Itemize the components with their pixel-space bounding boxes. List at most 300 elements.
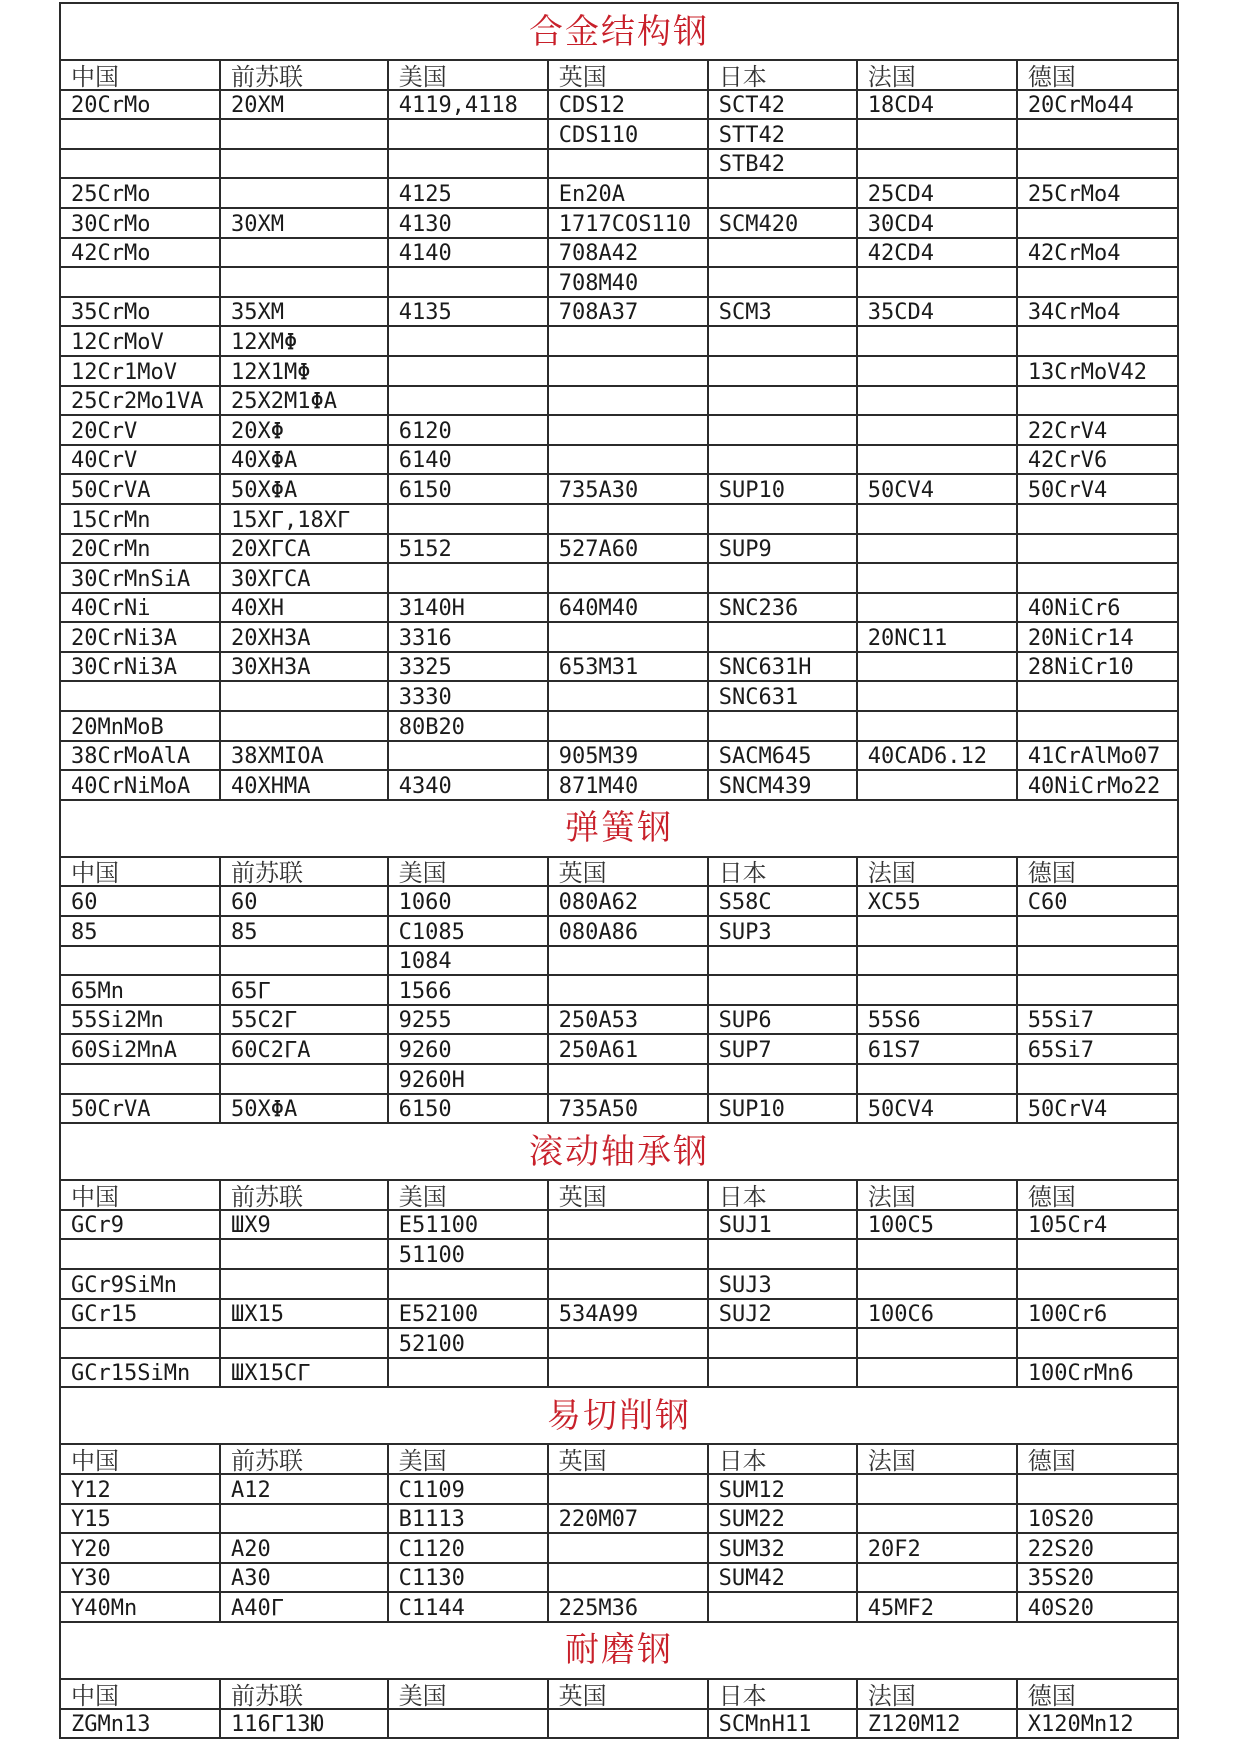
grade-cell bbox=[1017, 534, 1178, 564]
column-header: 英国 bbox=[548, 1444, 708, 1474]
table-row bbox=[60, 534, 1178, 564]
grade-cell: 25CrMo bbox=[60, 178, 220, 208]
grade-cell: 40XHMA bbox=[220, 770, 388, 800]
grade-cell: 38CrMoAlA bbox=[60, 741, 220, 771]
grade-cell bbox=[548, 1210, 708, 1240]
section-title: 滚动轴承钢 bbox=[60, 1123, 1178, 1180]
table-row bbox=[60, 90, 1178, 120]
column-header: 德国 bbox=[1017, 1679, 1178, 1709]
grade-cell: SCM3 bbox=[708, 297, 857, 327]
grade-cell bbox=[857, 386, 1017, 416]
grade-cell bbox=[548, 622, 708, 652]
grade-cell: ШX15 bbox=[220, 1299, 388, 1329]
grade-cell: A12 bbox=[220, 1474, 388, 1504]
grade-cell: 30XM bbox=[220, 208, 388, 238]
table-row bbox=[60, 711, 1178, 741]
grade-cell: SUP10 bbox=[708, 1094, 857, 1124]
grade-cell bbox=[60, 267, 220, 297]
grade-cell bbox=[1017, 119, 1178, 149]
grade-cell bbox=[220, 119, 388, 149]
grade-cell bbox=[388, 504, 548, 534]
grade-cell: 42CrMo bbox=[60, 238, 220, 268]
grade-cell: C1120 bbox=[388, 1533, 548, 1563]
grade-cell: 9255 bbox=[388, 1005, 548, 1035]
grade-cell: 100C5 bbox=[857, 1210, 1017, 1240]
grade-cell bbox=[548, 1239, 708, 1269]
grade-cell bbox=[1017, 1269, 1178, 1299]
grade-cell bbox=[220, 1269, 388, 1299]
grade-cell: C1144 bbox=[388, 1592, 548, 1622]
grade-cell: 28NiCr10 bbox=[1017, 652, 1178, 682]
grade-cell bbox=[857, 326, 1017, 356]
grade-cell: 30CrNi3A bbox=[60, 652, 220, 682]
column-header: 前苏联 bbox=[220, 60, 388, 90]
grade-cell: SUP10 bbox=[708, 474, 857, 504]
grade-cell: 40CrNi bbox=[60, 593, 220, 623]
grade-cell: 1060 bbox=[388, 886, 548, 916]
table-row bbox=[60, 975, 1178, 1005]
grade-cell: Y40Mn bbox=[60, 1592, 220, 1622]
grade-cell: 40CrNiMoA bbox=[60, 770, 220, 800]
grade-cell: 708A37 bbox=[548, 297, 708, 327]
grade-cell: 6120 bbox=[388, 415, 548, 445]
column-header: 法国 bbox=[857, 857, 1017, 887]
grade-cell: STB42 bbox=[708, 149, 857, 179]
section-title: 弹簧钢 bbox=[60, 800, 1178, 857]
grade-cell: 50CrV4 bbox=[1017, 1094, 1178, 1124]
grade-cell: SUM42 bbox=[708, 1563, 857, 1593]
grade-cell bbox=[388, 149, 548, 179]
grade-cell: 20XΓCA bbox=[220, 534, 388, 564]
column-header: 美国 bbox=[388, 60, 548, 90]
grade-cell: 40XH bbox=[220, 593, 388, 623]
grade-cell: 708M40 bbox=[548, 267, 708, 297]
column-header-row bbox=[60, 60, 1178, 90]
grade-cell: B1113 bbox=[388, 1504, 548, 1534]
grade-cell: A30 bbox=[220, 1563, 388, 1593]
grade-cell: 55S6 bbox=[857, 1005, 1017, 1035]
grade-cell bbox=[220, 681, 388, 711]
grade-cell: SUJ2 bbox=[708, 1299, 857, 1329]
grade-cell: 35S20 bbox=[1017, 1563, 1178, 1593]
grade-cell bbox=[708, 1358, 857, 1388]
grade-cell: 3325 bbox=[388, 652, 548, 682]
grade-cell bbox=[60, 1064, 220, 1094]
steel-grade-comparison-sheet bbox=[59, 2, 1179, 1739]
grade-cell: CDS12 bbox=[548, 90, 708, 120]
section-table bbox=[59, 799, 1179, 1124]
grade-cell bbox=[857, 1504, 1017, 1534]
grade-cell: SUM22 bbox=[708, 1504, 857, 1534]
grade-cell bbox=[548, 386, 708, 416]
grade-cell bbox=[60, 119, 220, 149]
grade-cell: SNC631H bbox=[708, 652, 857, 682]
grade-cell: 3330 bbox=[388, 681, 548, 711]
grade-cell: Y15 bbox=[60, 1504, 220, 1534]
grade-cell: Z120M12 bbox=[857, 1709, 1017, 1739]
grade-cell bbox=[548, 1358, 708, 1388]
table-row bbox=[60, 119, 1178, 149]
grade-cell: 20XM bbox=[220, 90, 388, 120]
table-row bbox=[60, 1533, 1178, 1563]
grade-cell bbox=[1017, 208, 1178, 238]
grade-cell: X120Mn12 bbox=[1017, 1709, 1178, 1739]
grade-cell: E52100 bbox=[388, 1299, 548, 1329]
column-header: 中国 bbox=[60, 1679, 220, 1709]
grade-cell: Y20 bbox=[60, 1533, 220, 1563]
section-title: 合金结构钢 bbox=[60, 3, 1178, 60]
column-header-row bbox=[60, 857, 1178, 887]
table-row bbox=[60, 886, 1178, 916]
grade-cell bbox=[548, 711, 708, 741]
grade-cell: 55Si2Mn bbox=[60, 1005, 220, 1035]
table-row bbox=[60, 681, 1178, 711]
grade-cell bbox=[708, 326, 857, 356]
grade-cell bbox=[708, 386, 857, 416]
grade-cell: Y30 bbox=[60, 1563, 220, 1593]
table-row bbox=[60, 149, 1178, 179]
table-row bbox=[60, 1005, 1178, 1035]
grade-cell bbox=[857, 770, 1017, 800]
grade-cell bbox=[388, 741, 548, 771]
column-header: 美国 bbox=[388, 1444, 548, 1474]
table-row bbox=[60, 1094, 1178, 1124]
grade-cell: 25CD4 bbox=[857, 178, 1017, 208]
grade-cell bbox=[388, 356, 548, 386]
table-row bbox=[60, 1328, 1178, 1358]
grade-cell: 20CrNi3A bbox=[60, 622, 220, 652]
grade-cell: 534A99 bbox=[548, 1299, 708, 1329]
grade-cell: SCM420 bbox=[708, 208, 857, 238]
grade-cell: 65Si7 bbox=[1017, 1034, 1178, 1064]
column-header: 日本 bbox=[708, 857, 857, 887]
grade-cell bbox=[857, 415, 1017, 445]
grade-cell bbox=[857, 267, 1017, 297]
column-header-row bbox=[60, 1180, 1178, 1210]
grade-cell: SUM32 bbox=[708, 1533, 857, 1563]
grade-cell: 50CrVA bbox=[60, 474, 220, 504]
grade-cell bbox=[708, 267, 857, 297]
table-row bbox=[60, 770, 1178, 800]
grade-cell bbox=[388, 563, 548, 593]
column-header: 中国 bbox=[60, 857, 220, 887]
grade-cell: 25CrMo4 bbox=[1017, 178, 1178, 208]
grade-cell: C1130 bbox=[388, 1563, 548, 1593]
section-table bbox=[59, 1386, 1179, 1623]
column-header: 英国 bbox=[548, 60, 708, 90]
grade-cell: 55C2Γ bbox=[220, 1005, 388, 1035]
section-table bbox=[59, 1122, 1179, 1388]
grade-cell: 735A50 bbox=[548, 1094, 708, 1124]
grade-cell: C1109 bbox=[388, 1474, 548, 1504]
grade-cell: 20NiCr14 bbox=[1017, 622, 1178, 652]
grade-cell bbox=[708, 504, 857, 534]
grade-cell: SUP6 bbox=[708, 1005, 857, 1035]
column-header: 美国 bbox=[388, 1679, 548, 1709]
grade-cell: GCr15 bbox=[60, 1299, 220, 1329]
column-header: 德国 bbox=[1017, 857, 1178, 887]
column-header-row bbox=[60, 1679, 1178, 1709]
grade-cell: ZGMn13 bbox=[60, 1709, 220, 1739]
table-row bbox=[60, 1504, 1178, 1534]
table-row bbox=[60, 1239, 1178, 1269]
grade-cell bbox=[548, 326, 708, 356]
grade-cell: 30XΓCA bbox=[220, 563, 388, 593]
grade-cell bbox=[388, 119, 548, 149]
grade-cell: 20NC11 bbox=[857, 622, 1017, 652]
table-row bbox=[60, 326, 1178, 356]
grade-cell bbox=[388, 1709, 548, 1739]
column-header: 法国 bbox=[857, 1180, 1017, 1210]
grade-cell: 85 bbox=[220, 916, 388, 946]
column-header: 德国 bbox=[1017, 1444, 1178, 1474]
grade-cell bbox=[708, 356, 857, 386]
grade-cell: SUP9 bbox=[708, 534, 857, 564]
grade-cell bbox=[857, 356, 1017, 386]
grade-cell bbox=[857, 711, 1017, 741]
grade-cell bbox=[220, 178, 388, 208]
grade-cell bbox=[708, 1064, 857, 1094]
section-title: 易切削钢 bbox=[60, 1387, 1178, 1444]
column-header: 中国 bbox=[60, 1444, 220, 1474]
grade-cell: 85 bbox=[60, 916, 220, 946]
grade-cell: 12Cr1MoV bbox=[60, 356, 220, 386]
grade-cell: 35CD4 bbox=[857, 297, 1017, 327]
grade-cell: 12X1MΦ bbox=[220, 356, 388, 386]
grade-cell bbox=[220, 267, 388, 297]
grade-cell bbox=[1017, 681, 1178, 711]
grade-cell: 15CrMn bbox=[60, 504, 220, 534]
grade-cell bbox=[857, 563, 1017, 593]
grade-cell bbox=[548, 356, 708, 386]
grade-cell: SACM645 bbox=[708, 741, 857, 771]
grade-cell: 20CrV bbox=[60, 415, 220, 445]
grade-cell: SCMnH11 bbox=[708, 1709, 857, 1739]
grade-cell: 250A53 bbox=[548, 1005, 708, 1035]
grade-cell: 22S20 bbox=[1017, 1533, 1178, 1563]
table-row bbox=[60, 946, 1178, 976]
grade-cell: 40XΦA bbox=[220, 445, 388, 475]
grade-cell: 50CV4 bbox=[857, 1094, 1017, 1124]
grade-cell: 25X2M1ΦA bbox=[220, 386, 388, 416]
grade-cell: 20XΦ bbox=[220, 415, 388, 445]
grade-cell: 40CAD6.12 bbox=[857, 741, 1017, 771]
grade-cell: 45MF2 bbox=[857, 1592, 1017, 1622]
table-row bbox=[60, 1299, 1178, 1329]
grade-cell: E51100 bbox=[388, 1210, 548, 1240]
grade-cell bbox=[548, 1709, 708, 1739]
grade-cell: SUJ3 bbox=[708, 1269, 857, 1299]
grade-cell: 9260H bbox=[388, 1064, 548, 1094]
grade-cell: 65Mn bbox=[60, 975, 220, 1005]
column-header: 前苏联 bbox=[220, 857, 388, 887]
grade-cell: 40NiCrMo22 bbox=[1017, 770, 1178, 800]
grade-cell: 50CV4 bbox=[857, 474, 1017, 504]
grade-cell bbox=[548, 445, 708, 475]
grade-cell bbox=[1017, 504, 1178, 534]
column-header-row bbox=[60, 1444, 1178, 1474]
grade-cell: 34CrMo4 bbox=[1017, 297, 1178, 327]
table-row bbox=[60, 1474, 1178, 1504]
grade-cell: 41CrAlMo07 bbox=[1017, 741, 1178, 771]
grade-cell bbox=[857, 652, 1017, 682]
grade-cell: 1566 bbox=[388, 975, 548, 1005]
column-header: 日本 bbox=[708, 1444, 857, 1474]
grade-cell bbox=[708, 1592, 857, 1622]
grade-cell: 4340 bbox=[388, 770, 548, 800]
grade-cell bbox=[857, 1563, 1017, 1593]
section-title: 耐磨钢 bbox=[60, 1622, 1178, 1679]
column-header: 前苏联 bbox=[220, 1444, 388, 1474]
grade-cell: 4135 bbox=[388, 297, 548, 327]
grade-cell bbox=[548, 946, 708, 976]
grade-cell: SUP7 bbox=[708, 1034, 857, 1064]
grade-cell: 527A60 bbox=[548, 534, 708, 564]
grade-cell bbox=[1017, 711, 1178, 741]
grade-cell bbox=[857, 681, 1017, 711]
table-row bbox=[60, 1269, 1178, 1299]
grade-cell bbox=[857, 1328, 1017, 1358]
grade-cell: 080A62 bbox=[548, 886, 708, 916]
grade-cell: SNC631 bbox=[708, 681, 857, 711]
grade-cell: 20XH3A bbox=[220, 622, 388, 652]
grade-cell: 4140 bbox=[388, 238, 548, 268]
column-header: 英国 bbox=[548, 857, 708, 887]
grade-cell: 20MnMoB bbox=[60, 711, 220, 741]
grade-cell bbox=[857, 946, 1017, 976]
grade-cell: 20CrMn bbox=[60, 534, 220, 564]
grade-cell: 52100 bbox=[388, 1328, 548, 1358]
grade-cell bbox=[60, 681, 220, 711]
grade-cell bbox=[548, 1064, 708, 1094]
grade-cell: 5152 bbox=[388, 534, 548, 564]
grade-cell: En20A bbox=[548, 178, 708, 208]
grade-cell: 30CrMnSiA bbox=[60, 563, 220, 593]
grade-cell: 50XΦA bbox=[220, 1094, 388, 1124]
grade-cell: 60Si2MnA bbox=[60, 1034, 220, 1064]
grade-cell: SUP3 bbox=[708, 916, 857, 946]
column-header: 英国 bbox=[548, 1180, 708, 1210]
column-header: 法国 bbox=[857, 1679, 1017, 1709]
grade-cell bbox=[708, 415, 857, 445]
table-row bbox=[60, 208, 1178, 238]
grade-cell: 12CrMoV bbox=[60, 326, 220, 356]
grade-cell bbox=[388, 386, 548, 416]
grade-cell: 4119,4118 bbox=[388, 90, 548, 120]
grade-cell bbox=[857, 504, 1017, 534]
grade-cell: SUJ1 bbox=[708, 1210, 857, 1240]
table-row bbox=[60, 474, 1178, 504]
grade-cell: 225M36 bbox=[548, 1592, 708, 1622]
grade-cell: A20 bbox=[220, 1533, 388, 1563]
grade-cell bbox=[708, 238, 857, 268]
grade-cell: 40S20 bbox=[1017, 1592, 1178, 1622]
grade-cell: 12XMΦ bbox=[220, 326, 388, 356]
grade-cell: 60 bbox=[60, 886, 220, 916]
grade-cell: SCT42 bbox=[708, 90, 857, 120]
grade-cell bbox=[60, 149, 220, 179]
grade-cell bbox=[220, 238, 388, 268]
table-row bbox=[60, 1210, 1178, 1240]
grade-cell bbox=[548, 504, 708, 534]
table-row bbox=[60, 1563, 1178, 1593]
grade-cell bbox=[857, 445, 1017, 475]
grade-cell: 10S20 bbox=[1017, 1504, 1178, 1534]
grade-cell bbox=[857, 119, 1017, 149]
table-row bbox=[60, 445, 1178, 475]
grade-cell: 60 bbox=[220, 886, 388, 916]
grade-cell: 708A42 bbox=[548, 238, 708, 268]
grade-cell: A40Γ bbox=[220, 1592, 388, 1622]
grade-cell: 100CrMn6 bbox=[1017, 1358, 1178, 1388]
grade-cell bbox=[857, 975, 1017, 1005]
grade-cell: 105Cr4 bbox=[1017, 1210, 1178, 1240]
section-table bbox=[59, 1621, 1179, 1739]
grade-cell bbox=[220, 946, 388, 976]
grade-cell: STT42 bbox=[708, 119, 857, 149]
section-table bbox=[59, 2, 1179, 801]
grade-cell: 42CD4 bbox=[857, 238, 1017, 268]
grade-cell: 30XH3A bbox=[220, 652, 388, 682]
grade-cell: 640M40 bbox=[548, 593, 708, 623]
grade-cell: 100C6 bbox=[857, 1299, 1017, 1329]
grade-cell: 35CrMo bbox=[60, 297, 220, 327]
grade-cell: 65Γ bbox=[220, 975, 388, 1005]
grade-cell: 1084 bbox=[388, 946, 548, 976]
grade-cell bbox=[857, 1269, 1017, 1299]
grade-cell bbox=[548, 1328, 708, 1358]
table-row bbox=[60, 1709, 1178, 1739]
grade-cell bbox=[1017, 1064, 1178, 1094]
grade-cell: 30CD4 bbox=[857, 208, 1017, 238]
grade-cell bbox=[1017, 267, 1178, 297]
grade-cell bbox=[708, 975, 857, 1005]
grade-cell: ШX9 bbox=[220, 1210, 388, 1240]
table-row bbox=[60, 741, 1178, 771]
grade-cell bbox=[708, 1239, 857, 1269]
grade-cell: 871M40 bbox=[548, 770, 708, 800]
table-row bbox=[60, 267, 1178, 297]
column-header: 美国 bbox=[388, 1180, 548, 1210]
grade-cell bbox=[857, 534, 1017, 564]
grade-cell: 22CrV4 bbox=[1017, 415, 1178, 445]
grade-cell bbox=[548, 681, 708, 711]
table-row bbox=[60, 593, 1178, 623]
grade-cell: 25Cr2Mo1VA bbox=[60, 386, 220, 416]
grade-cell: 4125 bbox=[388, 178, 548, 208]
grade-cell: 30CrMo bbox=[60, 208, 220, 238]
grade-cell bbox=[1017, 386, 1178, 416]
grade-cell bbox=[857, 1474, 1017, 1504]
table-row bbox=[60, 1034, 1178, 1064]
grade-cell bbox=[220, 149, 388, 179]
column-header: 德国 bbox=[1017, 60, 1178, 90]
column-header: 美国 bbox=[388, 857, 548, 887]
grade-cell: 116Γ13Ю bbox=[220, 1709, 388, 1739]
table-row bbox=[60, 178, 1178, 208]
grade-cell bbox=[1017, 946, 1178, 976]
grade-cell: 50XΦA bbox=[220, 474, 388, 504]
grade-cell: 18CD4 bbox=[857, 90, 1017, 120]
grade-cell: 61S7 bbox=[857, 1034, 1017, 1064]
grade-cell bbox=[1017, 916, 1178, 946]
grade-cell: 9260 bbox=[388, 1034, 548, 1064]
grade-cell: SNC236 bbox=[708, 593, 857, 623]
column-header: 日本 bbox=[708, 1180, 857, 1210]
grade-cell: 6150 bbox=[388, 1094, 548, 1124]
grade-cell bbox=[1017, 563, 1178, 593]
column-header: 前苏联 bbox=[220, 1180, 388, 1210]
